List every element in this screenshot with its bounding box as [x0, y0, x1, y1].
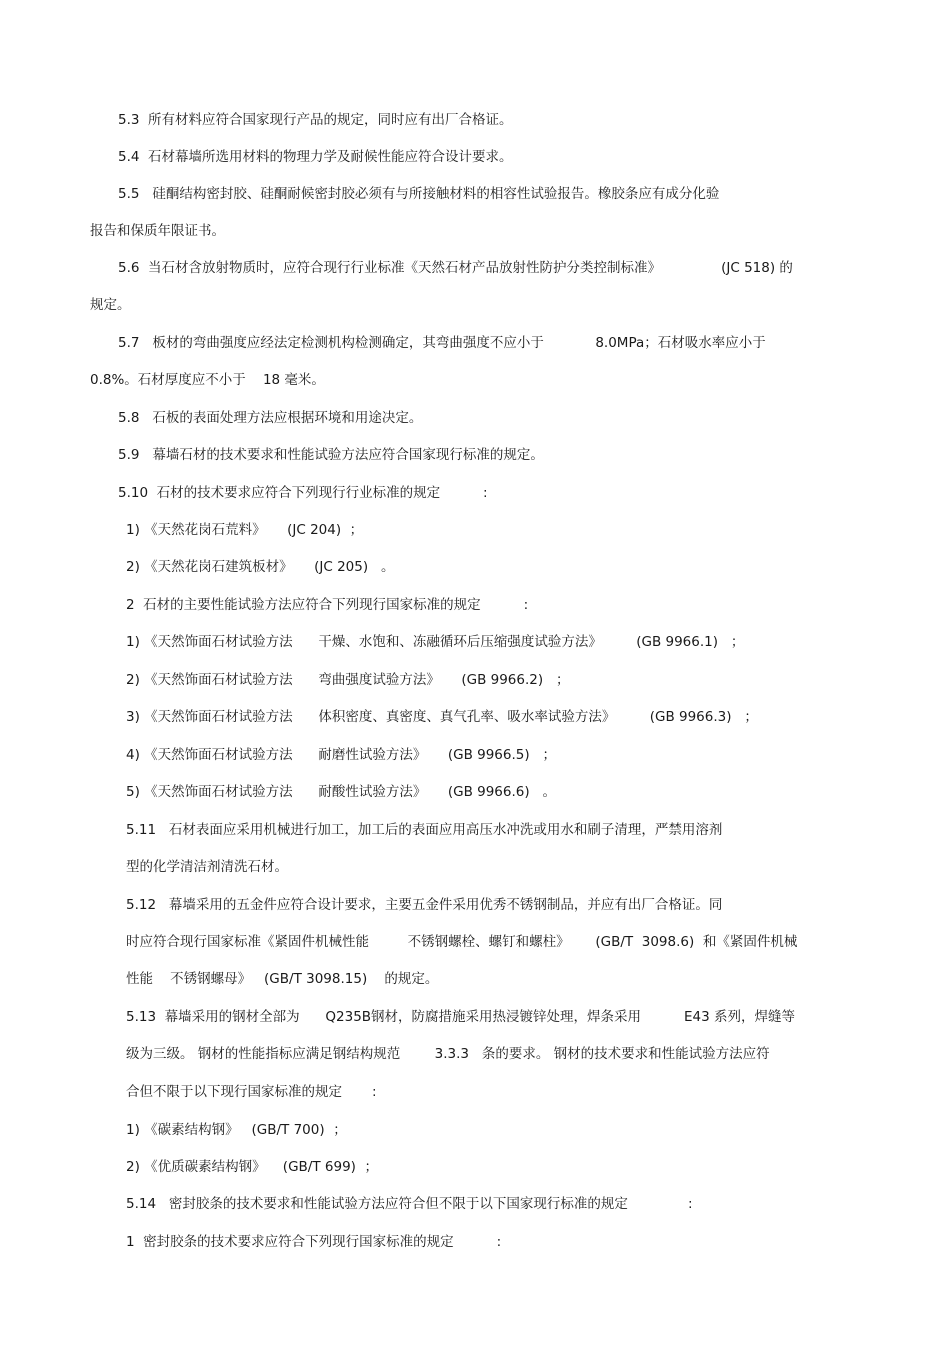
text-line: 1) 《天然花岗石荒料》 (JC 204) ；	[126, 522, 364, 538]
text-line: 合但不限于以下现行国家标准的规定 :	[126, 1084, 377, 1100]
text-line: 5) 《天然饰面石材试验方法 耐酸性试验方法》 (GB 9966.6) 。	[126, 784, 557, 800]
text-line: 2) 《天然花岗石建筑板材》 (JC 205) 。	[126, 559, 395, 575]
text-line: 5.8 石板的表面处理方法应根据环境和用途决定。	[118, 410, 423, 426]
text-line: 5.10 石材的技术要求应符合下列现行行业标准的规定 :	[118, 485, 488, 501]
text-line: 5.7 板材的弯曲强度应经法定检测机构检测确定，其弯曲强度不应小于 8.0MPa；石材吸水率应小于	[118, 335, 766, 351]
text-line: 5.9 幕墙石材的技术要求和性能试验方法应符合国家现行标准的规定。	[118, 447, 544, 463]
text-line: 报告和保质年限证书。	[90, 223, 225, 239]
text-line: 5.13 幕墙采用的钢材全部为 Q235B钢材，防腐措施采用热浸镀锌处理，焊条采用 E43 系列，焊缝等	[126, 1009, 795, 1025]
text-line: 规定。	[90, 297, 131, 313]
text-line: 型的化学清洁剂清洗石材。	[126, 859, 288, 875]
text-line: 5.6 当石材含放射物质时，应符合现行行业标准《天然石材产品放射性防护分类控制标准》 (JC 518) 的	[118, 260, 793, 276]
text-line: 0.8%。石材厚度应不小于 18 毫米。	[90, 372, 325, 388]
text-line: 5.5 硅酮结构密封胶、硅酮耐候密封胶必须有与所接触材料的相容性试验报告。橡胶条应有成分化验	[118, 186, 720, 202]
text-line: 5.3 所有材料应符合国家现行产品的规定，同时应有出厂合格证。	[118, 112, 513, 128]
text-line: 性能 不锈钢螺母》 (GB/T 3098.15) 的规定。	[126, 971, 439, 987]
text-line: 1) 《天然饰面石材试验方法 干燥、水饱和、冻融循环后压缩强度试验方法》 (GB 9966.1) ；	[126, 634, 745, 650]
text-line: 时应符合现行国家标准《紧固件机械性能 不锈钢螺栓、螺钉和螺柱》 (GB/T 3098.6) 和《紧固件机械	[126, 934, 798, 950]
text-line: 5.11 石材表面应采用机械进行加工，加工后的表面应用高压水冲洗或用水和刷子清理，严禁用溶剂	[126, 822, 723, 838]
text-line: 级为三级。 钢材的性能指标应满足钢结构规范 3.3.3 条的要求。 钢材的技术要求和性能试验方法应符	[126, 1046, 770, 1062]
text-line: 4) 《天然饰面石材试验方法 耐磨性试验方法》 (GB 9966.5) ；	[126, 747, 557, 763]
text-line: 5.12 幕墙采用的五金件应符合设计要求，主要五金件采用优秀不锈钢制品，并应有出厂合格证。同	[126, 897, 723, 913]
text-line: 1) 《碳素结构钢》 (GB/T 700) ；	[126, 1122, 347, 1138]
text-line: 1 密封胶条的技术要求应符合下列现行国家标准的规定 :	[126, 1234, 502, 1250]
text-line: 2 石材的主要性能试验方法应符合下列现行国家标准的规定 :	[126, 597, 529, 613]
text-line: 2) 《天然饰面石材试验方法 弯曲强度试验方法》 (GB 9966.2) ；	[126, 672, 570, 688]
text-line: 3) 《天然饰面石材试验方法 体积密度、真密度、真气孔率、吸水率试验方法》 (GB 9966.3) ；	[126, 709, 758, 725]
text-line: 2) 《优质碳素结构钢》 (GB/T 699) ；	[126, 1159, 379, 1175]
text-line: 5.14 密封胶条的技术要求和性能试验方法应符合但不限于以下国家现行标准的规定 :	[126, 1196, 693, 1212]
text-line: 5.4 石材幕墙所选用材料的物理力学及耐候性能应符合设计要求。	[118, 149, 513, 165]
